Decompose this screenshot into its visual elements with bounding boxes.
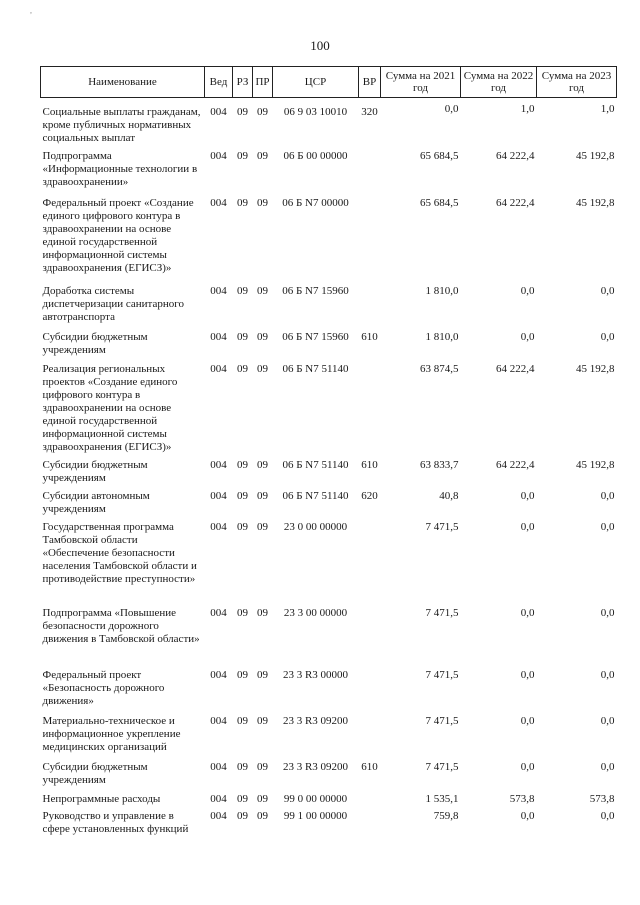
header-pr: ПР [253,67,273,98]
cell-rz: 09 [237,459,248,471]
cell-rz: 09 [237,285,248,297]
table-row [41,193,617,281]
cell-rz: 09 [237,150,248,162]
cell-pr: 09 [257,607,268,619]
header-sum-2021: Сумма на 2021 год [381,67,461,98]
cell-pr: 09 [257,459,268,471]
cell-sum-2023: 0,0 [600,810,615,822]
cell-sum-2023: 45 192,8 [576,459,615,471]
cell-csr: 23 3 R3 09200 [282,761,349,773]
cell-vr [359,711,381,757]
table-body [41,98,617,839]
cell-pr: 09 [257,810,268,822]
cell-rz: 09 [237,715,248,727]
cell-ved: 004 [210,331,227,343]
cell-vr: 610 [361,459,378,471]
cell-sum-2021: 65 684,5 [420,150,459,162]
table-row [41,603,617,665]
cell-sum-2022: 64 222,4 [496,150,535,162]
table-row [41,281,617,327]
table-row [41,486,617,517]
cell-sum-2022: 64 222,4 [496,363,535,375]
cell-rz: 09 [237,331,248,343]
table-row [41,806,617,838]
table-row [41,665,617,711]
cell-name: Непрограммные расходы [42,793,161,805]
header-sum-2023: Сумма на 2023 год [537,67,617,98]
cell-sum-2022: 0,0 [520,331,535,343]
table-row [41,789,617,806]
cell-csr: 06 9 03 10010 [283,106,348,118]
header-ved: Вед [205,67,233,98]
cell-name: Материально-техническое и информационное укрепление медицинских организаций [42,715,181,753]
table-row [41,146,617,193]
cell-csr: 23 3 R3 09200 [282,715,349,727]
cell-rz: 09 [237,521,248,533]
cell-csr: 06 Б N7 51140 [282,490,349,502]
cell-sum-2022: 0,0 [520,521,535,533]
table-row [41,327,617,359]
cell-pr: 09 [257,363,268,375]
cell-sum-2022: 0,0 [520,810,535,822]
cell-sum-2023: 0,0 [600,715,615,727]
cell-name: Подпрограмма «Повышение безопасности дорожного движения в Тамбовской области» [42,607,200,645]
cell-sum-2022: 1,0 [520,103,535,115]
cell-ved: 004 [210,715,227,727]
cell-vr [359,281,381,327]
cell-sum-2021: 40,8 [439,490,459,502]
cell-vr [359,806,381,838]
cell-sum-2023: 45 192,8 [576,197,615,209]
cell-rz: 09 [237,490,248,502]
cell-csr: 06 Б N7 51140 [282,363,349,375]
cell-sum-2023: 0,0 [600,521,615,533]
cell-name: Реализация региональных проектов «Создание единого цифрового контура в здравоохранении на основе единой государственной информационной системы здравоохранения (ЕГИСЗ)» [42,363,178,453]
cell-sum-2023: 0,0 [600,761,615,773]
header-rz: РЗ [233,67,253,98]
cell-sum-2023: 0,0 [600,607,615,619]
cell-sum-2022: 0,0 [520,761,535,773]
cell-ved: 004 [210,521,227,533]
cell-pr: 09 [257,285,268,297]
cell-sum-2022: 0,0 [520,490,535,502]
cell-ved: 004 [210,793,227,805]
cell-csr: 99 0 00 00000 [283,793,348,805]
budget-table [40,66,617,838]
cell-rz: 09 [237,669,248,681]
cell-sum-2023: 45 192,8 [576,363,615,375]
cell-sum-2022: 0,0 [520,715,535,727]
cell-ved: 004 [210,363,227,375]
cell-sum-2022: 0,0 [520,285,535,297]
cell-name: Субсидии бюджетным учреждениям [42,459,148,484]
cell-sum-2022: 573,8 [509,793,535,805]
cell-name: Субсидии бюджетным учреждениям [42,331,148,356]
cell-ved: 004 [210,607,227,619]
cell-name: Подпрограмма «Информационные технологии в здравоохранении» [42,150,198,188]
cell-sum-2021: 7 471,5 [425,607,459,619]
cell-sum-2021: 1 810,0 [425,331,459,343]
cell-sum-2021: 63 833,7 [420,459,459,471]
cell-pr: 09 [257,197,268,209]
cell-sum-2021: 1 810,0 [425,285,459,297]
cell-rz: 09 [237,761,248,773]
cell-sum-2023: 45 192,8 [576,150,615,162]
cell-pr: 09 [257,793,268,805]
cell-vr [359,517,381,603]
cell-sum-2021: 63 874,5 [420,363,459,375]
cell-pr: 09 [257,150,268,162]
cell-sum-2021: 65 684,5 [420,197,459,209]
cell-sum-2021: 759,8 [433,810,459,822]
cell-vr: 610 [361,331,378,343]
cell-sum-2021: 1 535,1 [425,793,459,805]
cell-rz: 09 [237,793,248,805]
cell-ved: 004 [210,810,227,822]
cell-sum-2023: 573,8 [589,793,615,805]
table-row [41,98,617,147]
page-number: 100 [310,38,330,53]
table-row [41,359,617,455]
cell-pr: 09 [257,490,268,502]
cell-sum-2023: 0,0 [600,285,615,297]
cell-pr: 09 [257,331,268,343]
cell-csr: 23 0 00 00000 [283,521,348,533]
cell-sum-2021: 7 471,5 [425,761,459,773]
cell-sum-2023: 1,0 [600,103,615,115]
cell-ved: 004 [210,106,227,118]
cell-csr: 99 1 00 00000 [283,810,348,822]
cell-ved: 004 [210,150,227,162]
cell-ved: 004 [210,285,227,297]
header-name: Наименование [41,67,205,98]
table-header [41,67,617,98]
cell-sum-2021: 7 471,5 [425,715,459,727]
cell-sum-2021: 7 471,5 [425,669,459,681]
cell-sum-2022: 64 222,4 [496,459,535,471]
cell-vr: 320 [361,106,378,118]
cell-vr [359,789,381,806]
cell-ved: 004 [210,490,227,502]
cell-sum-2021: 7 471,5 [425,521,459,533]
cell-pr: 09 [257,761,268,773]
cell-vr [359,146,381,193]
header-sum-2022: Сумма на 2022 год [461,67,537,98]
cell-vr: 610 [361,761,378,773]
cell-name: Федеральный проект «Безопасность дорожного движения» [42,669,165,707]
cell-rz: 09 [237,197,248,209]
cell-sum-2022: 0,0 [520,607,535,619]
header-vr: ВР [359,67,381,98]
cell-csr: 06 Б 00 00000 [283,150,348,162]
table-row [41,455,617,486]
cell-name: Руководство и управление в сфере установленных функций [42,810,189,835]
cell-pr: 09 [257,106,268,118]
cell-rz: 09 [237,363,248,375]
cell-ved: 004 [210,761,227,773]
cell-vr [359,665,381,711]
cell-rz: 09 [237,607,248,619]
cell-pr: 09 [257,521,268,533]
cell-ved: 004 [210,197,227,209]
cell-name: Субсидии автономным учреждениям [42,490,150,515]
cell-name: Доработка системы диспетчеризации санитарного автотранспорта [42,285,185,323]
cell-vr: 620 [361,490,378,502]
cell-vr [359,193,381,281]
cell-ved: 004 [210,669,227,681]
cell-sum-2021: 0,0 [444,103,459,115]
table-row [41,757,617,789]
header-csr: ЦСР [273,67,359,98]
cell-pr: 09 [257,669,268,681]
cell-name: Государственная программа Тамбовской области «Обеспечение безопасности населения Тамбовской области и противодействие преступности» [42,521,197,585]
cell-name: Субсидии бюджетным учреждениям [42,761,148,786]
cell-csr: 23 3 R3 00000 [282,669,349,681]
cell-vr [359,603,381,665]
cell-sum-2023: 0,0 [600,490,615,502]
cell-csr: 06 Б N7 15960 [282,285,349,297]
corner-mark: , [30,6,32,15]
cell-ved: 004 [210,459,227,471]
cell-rz: 09 [237,106,248,118]
cell-sum-2022: 64 222,4 [496,197,535,209]
table-row [41,517,617,603]
cell-sum-2023: 0,0 [600,669,615,681]
cell-csr: 06 Б N7 00000 [282,197,349,209]
cell-pr: 09 [257,715,268,727]
table-row [41,711,617,757]
cell-vr [359,359,381,455]
cell-name: Федеральный проект «Создание единого цифрового контура в здравоохранении на основе единой государственной информационной системы здравоохранения (ЕГИСЗ)» [42,197,194,274]
cell-csr: 06 Б N7 51140 [282,459,349,471]
cell-csr: 23 3 00 00000 [283,607,348,619]
cell-name: Социальные выплаты гражданам, кроме публичных нормативных социальных выплат [42,106,201,144]
cell-sum-2022: 0,0 [520,669,535,681]
cell-csr: 06 Б N7 15960 [282,331,349,343]
cell-sum-2023: 0,0 [600,331,615,343]
cell-rz: 09 [237,810,248,822]
